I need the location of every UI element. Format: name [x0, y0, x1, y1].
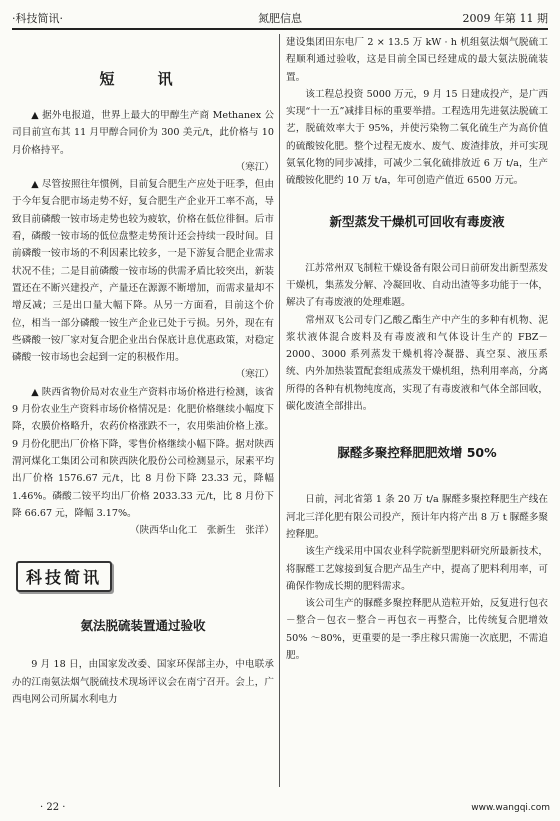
- running-header: [12, 6, 548, 28]
- left-column: [12, 34, 274, 708]
- watermark: www.wangqi.com: [471, 803, 550, 813]
- header-rule: [12, 28, 548, 30]
- article-title-desulfurization: 氨法脱硫装置通过验收: [80, 618, 206, 634]
- section-label: ·科技简讯·: [12, 12, 63, 25]
- right-column: [286, 34, 548, 664]
- section-banner: 科技简讯: [16, 561, 112, 592]
- article-paragraph: 常州双飞公司专门乙酸乙酯生产中产生的多种有机物、泥浆状液体混合废料及有毒废液和气体设计生产的 FBZ－2000、3000 系列蒸发干燥机将冷凝器、真空泵、液压系统、内外加热装置配套组成蒸发干燥机组，热利用率高，分离所得的各种有机物纯度高，实现了有毒废液和气体全部回收，碳化废渣全部排出。: [286, 314, 548, 413]
- issue-label: 2009 年第 11 期: [462, 12, 548, 25]
- article-paragraph: 该工程总投资 5000 万元，9 月 15 日建成投产，是广西实现“十一五”减排目标的重要举措。工程选用先进氨法脱硫工艺，脱硫效率大于 95%，并使污染物二氧化硫生产为高价值的硫酸铵化肥。整个过程无废水、废气、废渣排放，并可实现氨氧化物的同步减排，可减少二氧化硫排放近 6 万 t/a，生产硫酸铵化肥约 10 万 t/a，年可创造产值近 6500 万元。: [286, 88, 548, 187]
- article-title-fertilizer: 脲醛多聚控释肥肥效增 50%: [337, 445, 497, 461]
- journal-name: 氮肥信息: [258, 12, 302, 25]
- article-paragraph: 该公司生产的脲醛多聚控释肥从造粒开始，反复进行包衣－整合－包衣－整合－再包衣－再整合，比传统复合肥增效 50% ～80%，更重要的是一季庄稼只需施一次底肥，不需追肥。: [286, 598, 548, 662]
- news-item-signature: （寒江）: [235, 369, 274, 381]
- article-paragraph: 该生产线采用中国农业科学院新型肥料研究所最新技术，将脲醛工艺嫁接到复合肥产品生产中，提高了肥料利用率，可确保作物成长期的肥料需求。: [286, 546, 548, 592]
- news-item-map: ▲ 尽管按照往年惯例，目前复合肥生产应处于旺季，但由于今年复合肥市场走势不好，复合肥生产企业开工率不高，导致目前磷酸一铵市场走势也较为疲软，价格在低位徘徊。后市看，磷酸一铵市场的低位盘整走势预计还会持续一段时间。目前磷酸一铵市场的不利因素比较多，一是下游复合肥企业需求状况不佳；二是目前磷酸一铵市场的供需矛盾比较突出，新装置还在不断兴建投产，产量还在源源不断增加，而需求量却不增反减；三是出口量大幅下降。从另一方面看，目前这个价位，相当一部分磷酸一铵生产企业已处于亏损。另外，现在有些磷酸一铵厂家对复合肥企业出台保底计息优惠政策，对稳定磷酸一铵市场也会起到一定的积极作用。: [12, 179, 274, 364]
- news-item-signature: （陕西华山化工 张新生 张洋）: [130, 525, 274, 537]
- page-number: · 22 ·: [40, 802, 66, 813]
- article-title-evaporator: 新型蒸发干燥机可回收有毒废液: [329, 213, 505, 229]
- news-item-methanol: ▲ 据外电报道，世界上最大的甲醇生产商 Methanex 公司目前宣布其 11 月甲醇合同价为 300 美元/t，此价格与 10 月价格持平。: [12, 110, 274, 156]
- article-paragraph: 建设集团田东电厂 2 × 13.5 万 kW · h 机组氨法烟气脱硫工程顺利通过验收，这是目前全国已经建成的最大氨法脱硫装置。: [286, 37, 548, 83]
- column-divider: [279, 34, 280, 787]
- news-title: 短 讯: [99, 70, 187, 88]
- article-paragraph: 日前，河北省第 1 条 20 万 t/a 脲醛多聚控释肥生产线在河北三洋化肥有限公司投产，预计年内将产出 8 万 t 脲醛多聚控释肥。: [286, 494, 549, 540]
- article-paragraph: 9 月 18 日，由国家发改委、国家环保部主办，中电联承办的江南氨法烟气脱硫技术现场评议会在南宁召开。会上，广西电网公司所属水利电力: [12, 659, 274, 706]
- article-paragraph: 江苏常州双飞制粒干燥设备有限公司日前研发出新型蒸发干燥机，集蒸发分解、冷凝回收、自动出渣等多功能于一体，解决了有毒废液的处理难题。: [286, 262, 548, 309]
- news-item-signature: （寒江）: [235, 161, 274, 173]
- news-item-shaanxi: ▲ 陕西省物价局对农业生产资料市场价格进行检测，该省 9 月份农业生产资料市场价格情况是：化肥价格继续小幅度下降，农膜价格略升，农药价格涨跌不一，农用柴油价格上涨。9 月份化肥出厂价格下降，零售价格继续小幅下降。据对陕西渭河煤化工集团公司和陕西陕化股份公司检测显示，尿素平均出厂价格 1576.67 元/t，比 8 月份下降 23.33 元，降幅 1.46%。磷酸二铵平均出厂价格 2033.33 元/t，比 8 月份下降 66.67 元，降幅 3.17%。: [12, 386, 274, 519]
